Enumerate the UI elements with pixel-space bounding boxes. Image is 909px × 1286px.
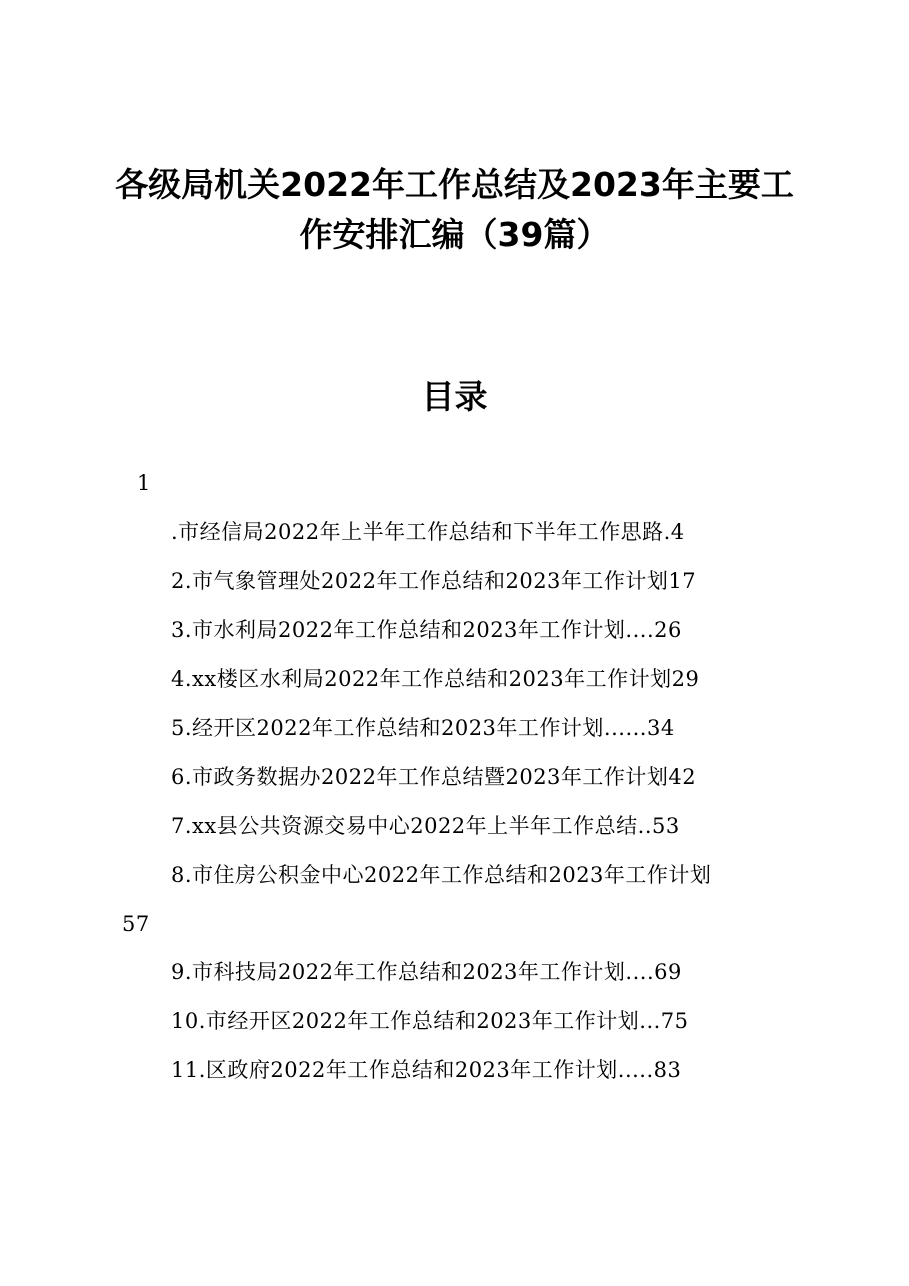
toc-first-number: 1 [137,471,151,495]
toc-entry-10[interactable]: 10.市经开区2022年工作总结和2023年工作计划...75 [171,1009,689,1033]
toc-entry-6[interactable]: 6.市政务数据办2022年工作总结暨2023年工作计划42 [171,765,697,789]
toc-entry-11[interactable]: 11.区政府2022年工作总结和2023年工作计划.....83 [171,1058,682,1082]
document-title-line-2: 作安排汇编（39篇） [299,215,610,254]
toc-entry-2[interactable]: 2.市气象管理处2022年工作总结和2023年工作计划17 [171,569,697,593]
toc-entry-7[interactable]: 7.xx县公共资源交易中心2022年上半年工作总结..53 [171,814,680,838]
document-title-line-1: 各级局机关2022年工作总结及2023年主要工 [115,165,794,204]
toc-entry-3[interactable]: 3.市水利局2022年工作总结和2023年工作计划....26 [171,618,682,642]
toc-entry-9[interactable]: 9.市科技局2022年工作总结和2023年工作计划....69 [171,960,682,984]
toc-entry-4[interactable]: 4.xx楼区水利局2022年工作总结和2023年工作计划29 [171,667,700,691]
toc-entry-1[interactable]: .市经信局2022年上半年工作总结和下半年工作思路.4 [171,520,685,544]
toc-entry-8-page[interactable]: 57 [122,912,150,936]
document-title [90,160,819,260]
toc-entry-5[interactable]: 5.经开区2022年工作总结和2023年工作计划......34 [171,716,675,740]
toc-entry-8[interactable]: 8.市住房公积金中心2022年工作总结和2023年工作计划 [171,863,712,887]
toc-heading: 目录 [421,377,488,416]
